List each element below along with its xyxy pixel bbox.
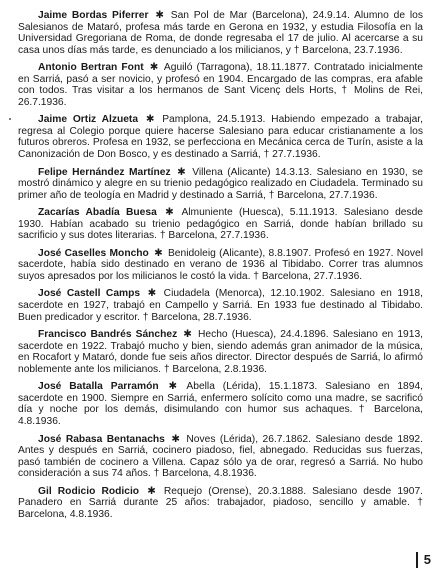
asterisk-icon: ✱ xyxy=(147,485,156,497)
entry-text: Almuniente (Huesca), 5.11.1913. Salesiano desde 1930. Habían acabado su trienio pedagógico en Sarriá, donde habían brillado su sacrificio y sus dotes literarias. † Barcelona, 27.7.1936. xyxy=(18,207,423,242)
page-number: 5 xyxy=(416,552,431,568)
asterisk-icon: ✱ xyxy=(165,207,174,219)
asterisk-icon: ✱ xyxy=(155,10,164,21)
asterisk-icon: ✱ xyxy=(149,62,159,74)
asterisk-icon: ✱ xyxy=(154,247,163,259)
biography-entry xyxy=(18,207,423,242)
entry-name: Antonio Bertran Font xyxy=(38,62,144,74)
biography-entry xyxy=(18,288,423,323)
entry-name: José Castell Camps xyxy=(38,288,141,300)
asterisk-icon: ✱ xyxy=(171,433,180,445)
asterisk-icon: ✱ xyxy=(183,329,192,341)
biography-entry xyxy=(18,434,423,480)
scan-speck xyxy=(9,118,11,120)
entry-text: Benidoleig (Alicante), 8.8.1907. Profesó en 1927. Novel sacerdote, había sido destinado en verano de 1936 al Tibidabo. Correr tras alumnos suyos apresados por los milicianos le costó la vida. † Barcelona, 27.7.1936. xyxy=(18,247,423,282)
asterisk-icon: ✱ xyxy=(147,288,157,300)
entry-text: Abella (Lérida), 15.1.1873. Salesiano en 1894, sacerdote en 1900. Siempre en Sarriá, enfermero solícito como una madre, se sacrificó día y noche por los demás, disimulando con humor sus achaques. † Barcelona, 4.8.1936. xyxy=(18,381,423,427)
entry-name: Gil Rodicio Rodicio xyxy=(38,485,140,497)
entry-name: José Batalla Parramón xyxy=(38,381,159,393)
document-page xyxy=(18,10,423,526)
entry-name: Jaime Ortiz Alzueta xyxy=(38,114,139,126)
entry-name: José Rabasa Bentanachs xyxy=(38,433,165,445)
asterisk-icon: ✱ xyxy=(177,166,186,178)
entry-text: Noves (Lérida), 26.7.1862. Salesiano desde 1892. Antes y después en Sarriá, cocinero piadoso, fiel, abnegado. Reducidas sus fuerzas, pasó también de cocinero a Villena. Capaz sólo ya de orar, regresó a Sarriá. No hubo consideración a sus 74 años. † Barcelona, 4.8.1936. xyxy=(18,433,423,480)
entry-text: Pamplona, 24.5.1913. Habiendo empezado a trabajar, regresa al Colegio porque quiere hacerse Salesiano para educar cristianamente a los futuros obreros. Profesa en 1932, se perfecciona en Mecánica cerca de Turín, asiste a la Canonización de Don Bosco, y es destinado a Sarriá, † 27.7.1936. xyxy=(18,114,423,161)
entry-text: San Pol de Mar (Barcelona), 24.9.14. Alumno de los Salesianos de Mataró, profesa más tarde en Gerona en 1932, y estudia Filosofía en la Universidad Gregoriana de Roma, de donde regresaba el 17 de julio. Al acercarse a su casa unos días más tarde, es denunciado a los milicianos, y † Barcelona, 23.7.1936. xyxy=(18,10,423,56)
entry-name: Francisco Bandrés Sánchez xyxy=(38,329,178,341)
biography-entry xyxy=(18,248,423,283)
entry-text: Requejo (Orense), 20.3.1888. Salesiano desde 1907. Panadero en Sarriá durante 25 años: trabajador, piadoso, sencillo y amable. † Barcelona, 4.8.1936. xyxy=(18,485,423,520)
biography-entry xyxy=(18,486,423,521)
asterisk-icon: ✱ xyxy=(168,381,178,393)
entry-name: Zacarías Abadía Buesa xyxy=(38,207,157,219)
entry-name: Felipe Hernández Martínez xyxy=(38,166,171,178)
entry-text: Hecho (Huesca), 24.4.1896. Salesiano en 1913, sacerdote en 1922. Trabajó mucho y bien, siendo además gran animador de la música, en Rocafort y Mataró, donde fue seis años director. Director después de Sarriá, lo afirmó noblemente ante los milicianos. † Barcelona, 2.8.1936. xyxy=(18,329,423,375)
biography-entry xyxy=(18,62,423,108)
entry-name: José Caselles Moncho xyxy=(38,247,149,259)
entry-name: Jaime Bordas Piferrer xyxy=(38,10,149,21)
biography-entry xyxy=(18,10,423,56)
biography-entry xyxy=(18,167,423,202)
asterisk-icon: ✱ xyxy=(145,114,155,126)
entry-text: Aguiló (Tarragona), 18.11.1877. Contratado inicialmente en Sarriá, pasó a ser novicio, y profesó en 1904. Encargado de las compras, era afable con todos. Tras visitar a los hermanos de Sant Vicenç dels Horts, † Molins de Rei, 26.7.1936. xyxy=(18,62,423,108)
biography-entry xyxy=(18,114,423,160)
biography-entry xyxy=(18,329,423,375)
biography-entry xyxy=(18,381,423,427)
entry-text: Ciudadela (Menorca), 12.10.1902. Salesiano en 1918, sacerdote en 1927, trabajó en Campello y Sarriá. En 1933 fue destinado al Tibidabo. Buen predicador y escritor. † Barcelona, 28.7.1936. xyxy=(18,288,423,323)
entry-text: Villena (Alicante) 14.3.13. Salesiano en 1930, se mostró dinámico y alegre en su trienio pedagógico realizado en Ciudadela. Terminado su primer año de teología en Madrid y destinado a Sarriá, † Barcelona, 27.7.1936. xyxy=(18,166,423,201)
